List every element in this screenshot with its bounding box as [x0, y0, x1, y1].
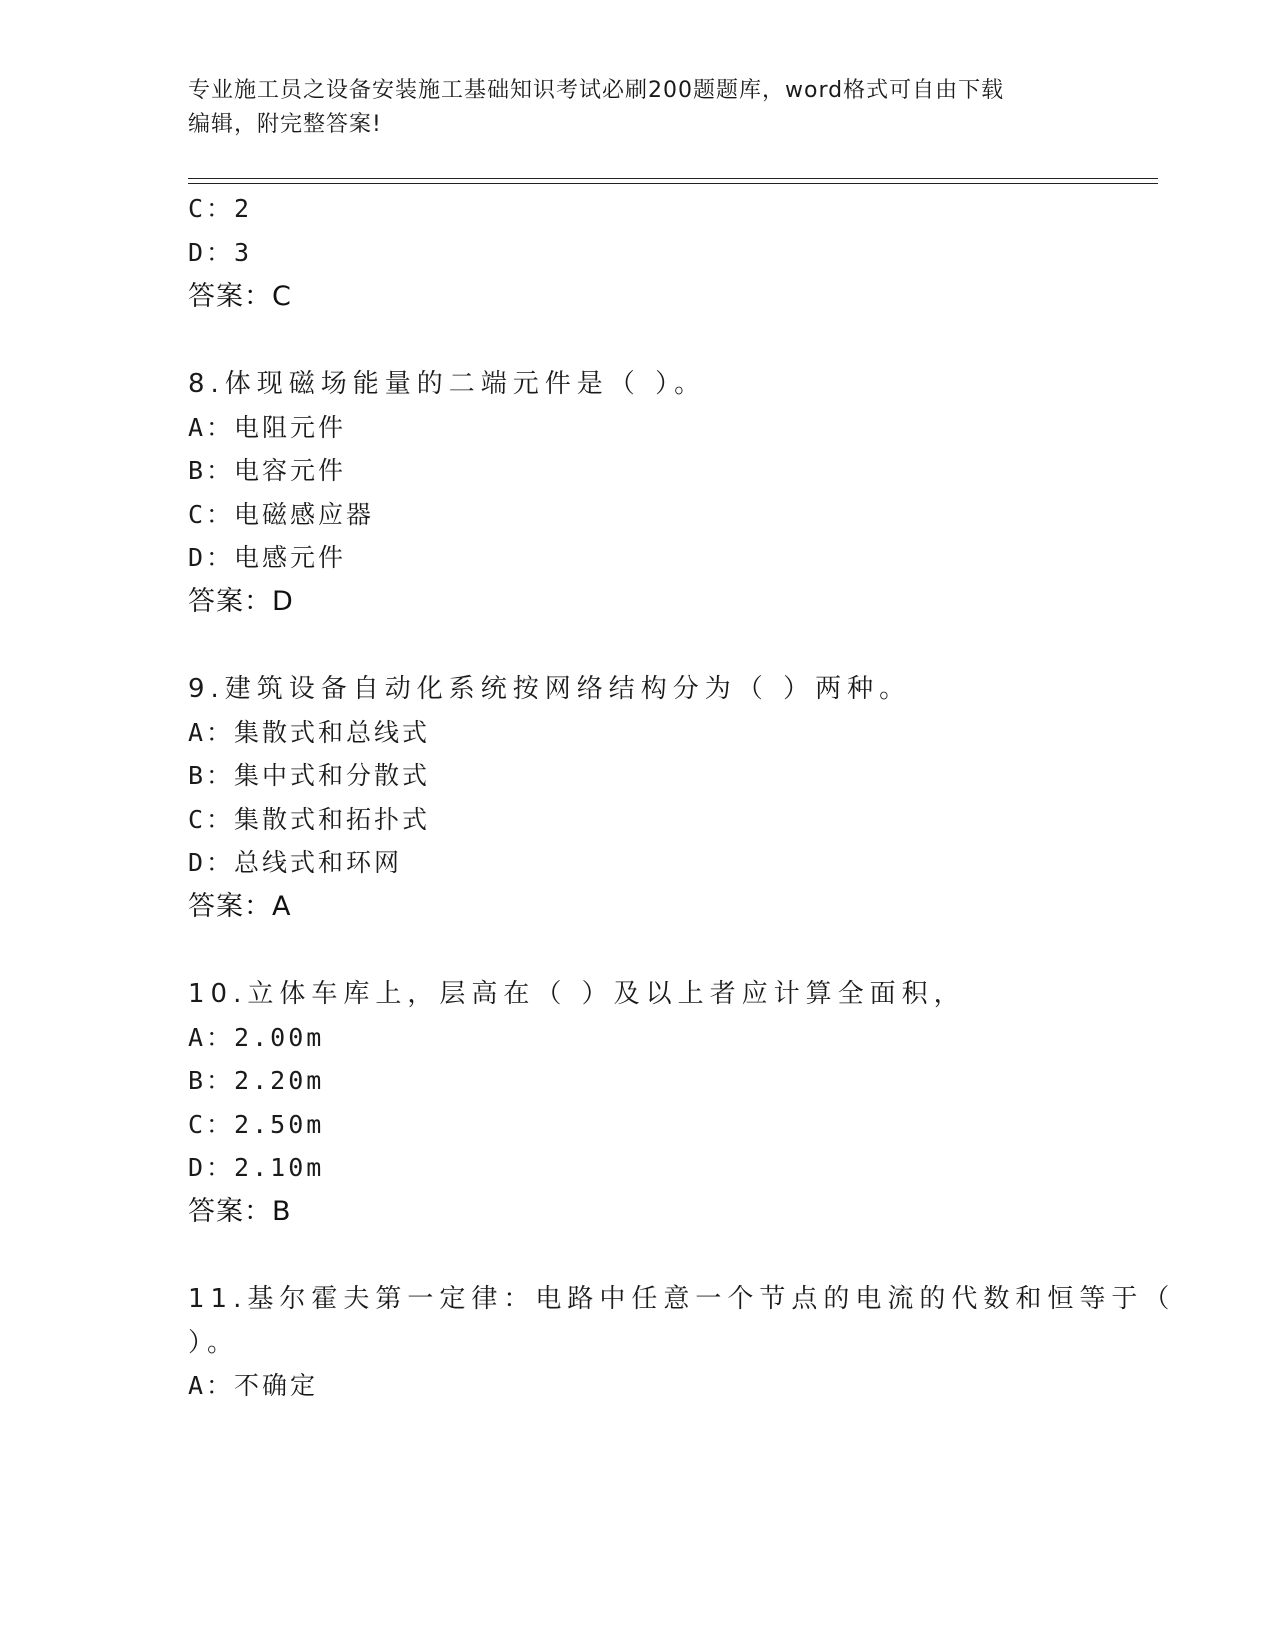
question-9-option-c: C：集散式和拓扑式: [188, 805, 431, 834]
question-9-answer: 答案：A: [188, 891, 292, 922]
question-10-answer: 答案：B: [188, 1196, 292, 1227]
answer-line: 答案：C: [188, 281, 292, 312]
question-8-answer: 答案：D: [188, 586, 294, 617]
question-8-option-b: B：电容元件: [188, 456, 347, 485]
question-10-option-b: B：2.20m: [188, 1066, 325, 1095]
question-10-option-d: D：2.10m: [188, 1153, 325, 1182]
header-divider-top: [188, 178, 1158, 179]
question-10-option-c: C：2.50m: [188, 1110, 325, 1139]
document-header: [188, 74, 1068, 142]
question-10-stem: 10.立体车库上，层高在（ ）及以上者应计算全面积，: [188, 979, 966, 1009]
question-8-stem: 8.体现磁场能量的二端元件是（ ）。: [188, 369, 707, 399]
question-8-option-a: A：电阻元件: [188, 413, 347, 442]
question-9-option-b: B：集中式和分散式: [188, 761, 431, 790]
header-title-line-1: 专业施工员之设备安装施工基础知识考试必刷200题题库，word格式可自由下载: [188, 78, 1005, 103]
question-11-stem-line-1: 11.基尔霍夫第一定律：电路中任意一个节点的电流的代数和恒等于（: [188, 1284, 1176, 1314]
question-8-option-c: C：电磁感应器: [188, 500, 375, 529]
question-8-option-d: D：电感元件: [188, 543, 347, 572]
header-title-line-2: 编辑，附完整答案!: [188, 112, 382, 137]
question-9-option-a: A：集散式和总线式: [188, 718, 431, 747]
question-9-stem: 9.建筑设备自动化系统按网络结构分为（ ）两种。: [188, 674, 912, 704]
option-d: D：3: [188, 238, 253, 267]
question-9-option-d: D：总线式和环网: [188, 848, 403, 877]
question-11-option-a: A：不确定: [188, 1371, 319, 1400]
question-10-option-a: A：2.00m: [188, 1023, 325, 1052]
question-11-stem-line-2: ）。: [188, 1328, 240, 1358]
header-divider-bottom: [188, 183, 1158, 184]
option-c: C：2: [188, 194, 253, 223]
